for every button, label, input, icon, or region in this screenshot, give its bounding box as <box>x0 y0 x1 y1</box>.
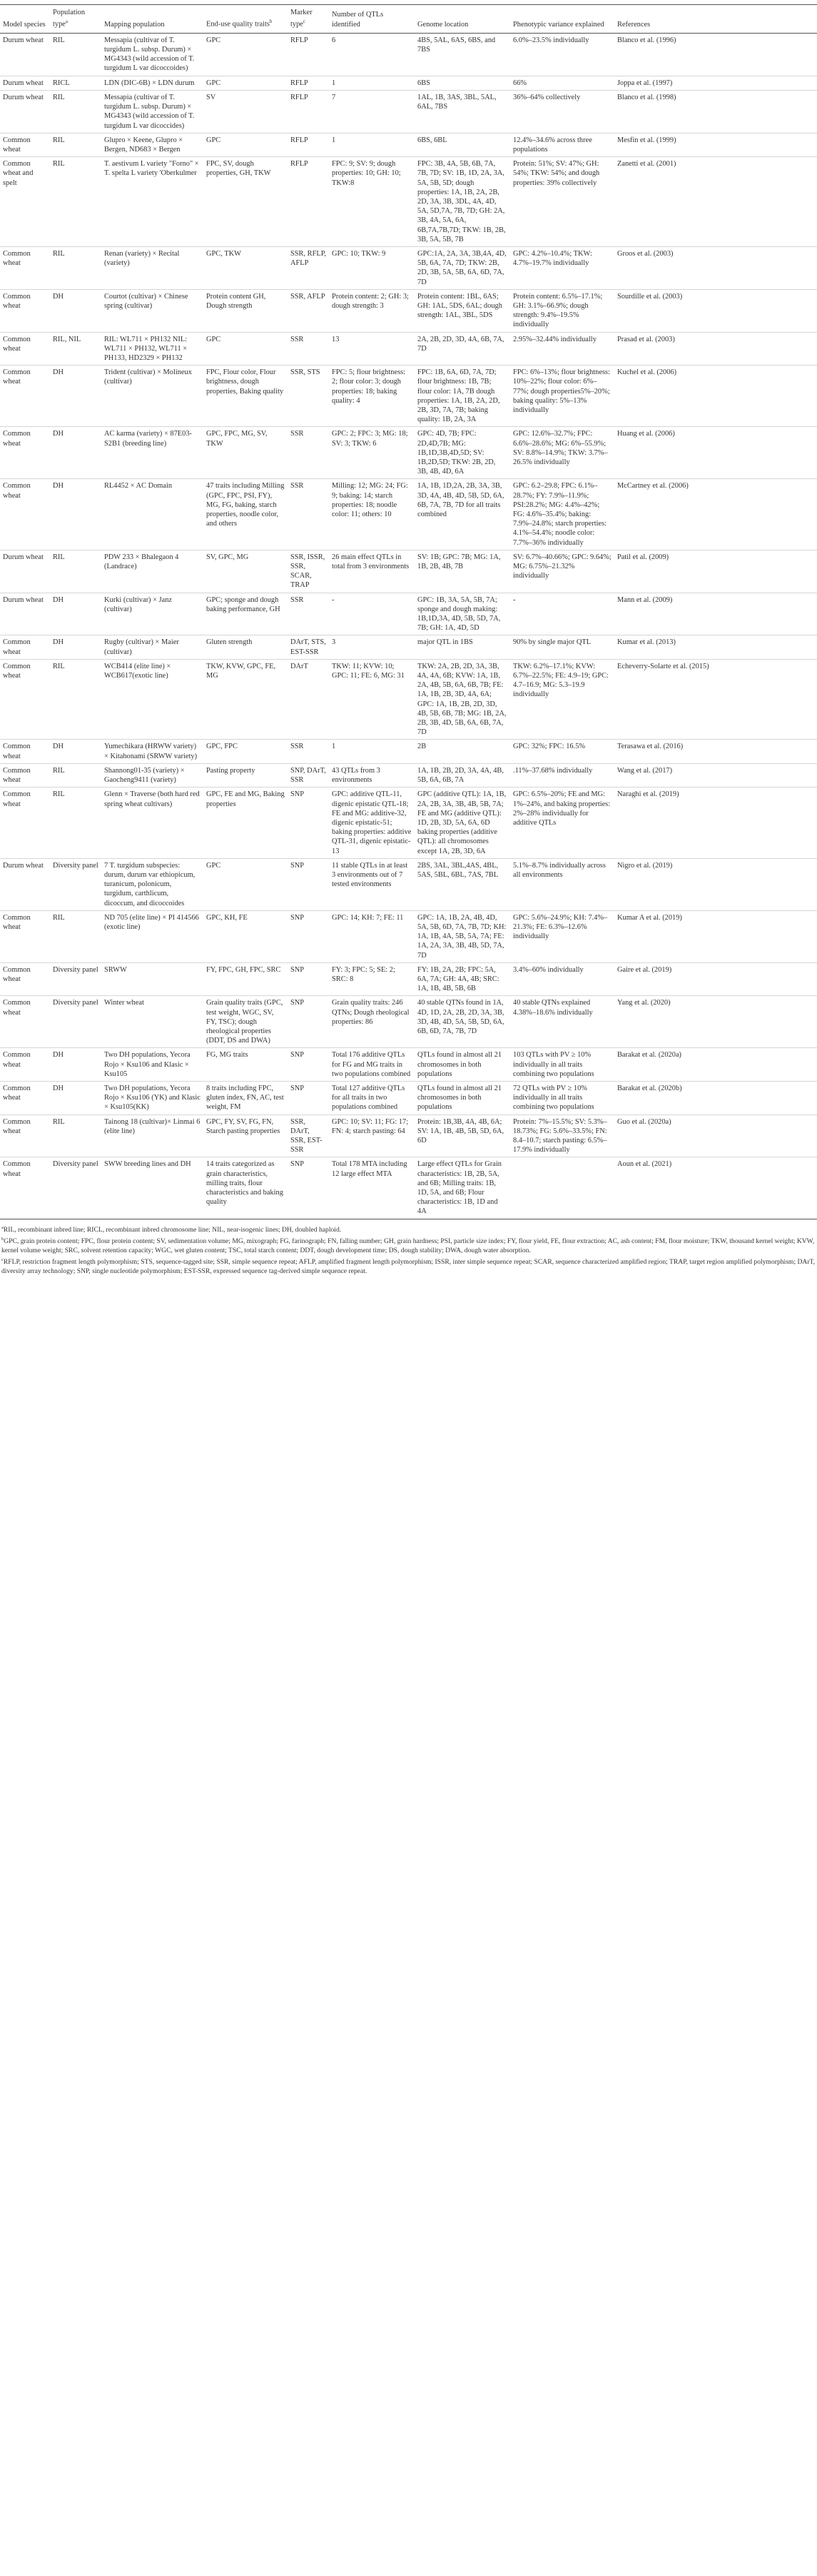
cell-references: Mesfin et al. (1999) <box>614 133 817 156</box>
cell-marker-type: SSR, ISSR, SSR, SCAR, TRAP <box>288 550 329 593</box>
cell-phenotypic-variance: 66% <box>510 76 614 90</box>
table-row <box>0 133 817 156</box>
cell-number-of-qtls: 1 <box>329 740 415 763</box>
cell-marker-type: SNP <box>288 788 329 858</box>
cell-model-species: Common wheat <box>0 1157 50 1219</box>
cell-number-of-qtls: GPC: 10; SV: 11; FG: 17; FN: 4; starch pasting: 64 <box>329 1115 415 1157</box>
cell-marker-type: SSR, DArT, SSR, EST-SSR <box>288 1115 329 1157</box>
cell-marker-type: SNP <box>288 910 329 962</box>
cell-references: Sourdille et al. (2003) <box>614 289 817 332</box>
cell-phenotypic-variance: TKW: 6.2%–17.1%; KVW: 6.7%–22.5%; FE: 4.9–19; GPC: 4.7–16.9; MG: 5.3–19.9 individually <box>510 659 614 740</box>
cell-mapping-population: Glenn × Traverse (both hard red spring wheat cultivars) <box>101 788 203 858</box>
cell-genome-location: 6BS <box>415 76 510 90</box>
cell-end-use-traits: GPC, FPC <box>203 740 288 763</box>
cell-number-of-qtls: GPC: 2; FPC: 3; MG: 18; SV: 3; TKW: 6 <box>329 427 415 479</box>
cell-end-use-traits: Grain quality traits (GPC, test weight, WGC, SV, FY, TSC); dough rheological properties (DDT, DS and DWA) <box>203 996 288 1048</box>
cell-population-type: Diversity panel <box>50 1157 101 1219</box>
cell-phenotypic-variance: GPC: 12.6%–32.7%; FPC: 6.6%–28.6%; MG: 6%–55.9%; SV: 8.8%–14.9%; TKW: 3.7%–26.5% individually <box>510 427 614 479</box>
cell-end-use-traits: 14 traits categorized as grain characteristics, milling traits, flour characteristics and baking quality <box>203 1157 288 1219</box>
cell-mapping-population: Messapia (cultivar of T. turgidum L. subsp. Durum) × MG4343 (wild accession of T. turgidum L var dicoccoides) <box>101 33 203 76</box>
cell-marker-type: SSR <box>288 332 329 366</box>
cell-marker-type: SSR <box>288 479 329 550</box>
table-row <box>0 659 817 740</box>
cell-marker-type: SNP <box>288 996 329 1048</box>
cell-model-species: Common wheat <box>0 788 50 858</box>
cell-mapping-population: RL4452 × AC Domain <box>101 479 203 550</box>
cell-population-type: RIL <box>50 763 101 787</box>
cell-population-type: RICL <box>50 76 101 90</box>
header-phenotypic-variance: Phenotypic variance explained <box>510 5 614 34</box>
cell-references: Kumar A et al. (2019) <box>614 910 817 962</box>
footnotes <box>0 1219 817 1277</box>
cell-references: McCartney et al. (2006) <box>614 479 817 550</box>
cell-population-type: DH <box>50 289 101 332</box>
cell-model-species: Common wheat <box>0 740 50 763</box>
cell-phenotypic-variance: GPC: 32%; FPC: 16.5% <box>510 740 614 763</box>
cell-end-use-traits: GPC <box>203 76 288 90</box>
cell-phenotypic-variance: Protein content: 6.5%–17.1%; GH: 3.1%–66.9%; dough strength: 9.4%–19.5% individually <box>510 289 614 332</box>
cell-number-of-qtls: - <box>329 593 415 635</box>
cell-population-type: Diversity panel <box>50 962 101 996</box>
cell-number-of-qtls: Total 176 additive QTLs for FG and MG traits in two populations combined <box>329 1048 415 1082</box>
cell-population-type: RIL <box>50 90 101 133</box>
cell-phenotypic-variance: GPC: 6.2–29.8; FPC: 6.1%–28.7%; FY: 7.9%–11.9%; PSI:28.2%; MG: 4.4%–42%; FG: 4.6%–35.4%; baking: 7.9%–24.8%; starch properties: 4.1%–54.4%; noodle color: 7.7%–36% individually <box>510 479 614 550</box>
cell-population-type: RIL <box>50 550 101 593</box>
cell-population-type: RIL <box>50 788 101 858</box>
cell-phenotypic-variance: GPC: 4.2%–10.4%; TKW: 4.7%–19.7% individually <box>510 246 614 289</box>
cell-marker-type: RFLP <box>288 133 329 156</box>
cell-marker-type: RFLP <box>288 76 329 90</box>
cell-number-of-qtls: GPC: additive QTL-11, digenic epistatic QTL-18; FE and MG: additive-32, digenic epistatic-51; baking properties: additive QTL-31, digenic epistatic-13 <box>329 788 415 858</box>
cell-genome-location: 1A, 1B, 1D,2A, 2B, 3A, 3B, 3D, 4A, 4B, 4D, 5B, 5D, 6A, 6B, 7A, 7B, 7D for all traits combined <box>415 479 510 550</box>
header-genome-location: Genome location <box>415 5 510 34</box>
header-population-type: Population type$^a$ <box>50 5 101 34</box>
cell-number-of-qtls: 1 <box>329 76 415 90</box>
table-row <box>0 246 817 289</box>
cell-number-of-qtls: TKW: 11; KVW: 10; GPC: 11; FE: 6, MG: 31 <box>329 659 415 740</box>
table-container <box>0 0 817 1276</box>
cell-end-use-traits: FY, FPC, GH, FPC, SRC <box>203 962 288 996</box>
cell-mapping-population: Shannong01-35 (variety) × Gaocheng9411 (variety) <box>101 763 203 787</box>
cell-references: Aoun et al. (2021) <box>614 1157 817 1219</box>
table-row <box>0 427 817 479</box>
cell-phenotypic-variance: GPC: 6.5%–20%; FE and MG: 1%–24%, and baking properties: 2%–28% individually for additive QTLs <box>510 788 614 858</box>
footnote-text: RIL, recombinant inbred line; RICL, recombinant inbred chromosome line; NIL, near-isogenic lines; DH, doubled haploid. <box>3 1225 342 1234</box>
cell-genome-location: 1A, 1B, 2B, 2D, 3A, 4A, 4B, 5B, 6A, 6B, 7A <box>415 763 510 787</box>
header-references: References <box>614 5 817 34</box>
cell-model-species: Common wheat <box>0 1115 50 1157</box>
cell-genome-location: SV: 1B; GPC: 7B; MG: 1A, 1B, 2B, 4B, 7B <box>415 550 510 593</box>
cell-mapping-population: Messapia (cultivar of T. turgidum L. subsp. Durum) × MG4343 (wild accession of T. turgidum L var dicoccides) <box>101 90 203 133</box>
cell-mapping-population: RIL: WL711 × PH132 NIL: WL711 × PH132, WL711 × PH133, HD2329 × PH132 <box>101 332 203 366</box>
cell-references: Joppa et al. (1997) <box>614 76 817 90</box>
cell-genome-location: GPC: 1B, 3A, 5A, 5B, 7A; sponge and dough making: 1B,1D,3A, 4D, 5B, 5D, 7A, 7B; GH: 1A, 4D, 5D <box>415 593 510 635</box>
cell-genome-location: GPC (additive QTL): 1A, 1B, 2A, 2B, 3A, 3B, 4B, 5B, 7A; FE and MG (additive QTL): 1D, 2B, 3D, 5A, 6A, 6D baking properties (additive QTL): all chromosomes except 1A, 2B, 3D, 6A <box>415 788 510 858</box>
cell-model-species: Common wheat <box>0 366 50 427</box>
cell-number-of-qtls: FPC: 5; flour brightness: 2; flour color: 3; dough properties: 18; baking quality: 4 <box>329 366 415 427</box>
cell-references: Echeverry-Solarte et al. (2015) <box>614 659 817 740</box>
cell-references: Kumar et al. (2013) <box>614 635 817 659</box>
table-row <box>0 788 817 858</box>
cell-references: Blanco et al. (1996) <box>614 33 817 76</box>
cell-population-type: DH <box>50 366 101 427</box>
table-body <box>0 33 817 1219</box>
cell-mapping-population: SWW breeding lines and DH <box>101 1157 203 1219</box>
cell-number-of-qtls: Total 127 additive QTLs for all traits in two populations combined <box>329 1081 415 1115</box>
cell-end-use-traits: GPC, FE and MG, Baking properties <box>203 788 288 858</box>
cell-references: Patil et al. (2009) <box>614 550 817 593</box>
table-row <box>0 740 817 763</box>
cell-genome-location: FPC: 3B, 4A, 5B, 6B, 7A, 7B, 7D; SV: 1B, 1D, 2A, 3A, 5A, 5B, 5D; dough properties: 1A, 1B, 2A, 2B, 2D, 3A, 3B, 3DL, 4A, 4D, 5A, 5D,7A, 7B, 7D; GH: 2A, 3B, 4A, 5A, 6A, 6B,7A,7B,7D; TKW: 1B, 2B, 3B, 5A, 5B, 7B <box>415 157 510 247</box>
cell-marker-type: SSR <box>288 593 329 635</box>
cell-phenotypic-variance: 6.0%–23.5% individually <box>510 33 614 76</box>
cell-genome-location: GPC: 4D, 7B; FPC: 2D,4D,7B; MG: 1B,1D,3B,4D,5D; SV: 1B,2D,5D; TKW: 2B, 2D, 3B, 4B, 4D, 6A <box>415 427 510 479</box>
cell-population-type: DH <box>50 427 101 479</box>
table-row <box>0 550 817 593</box>
cell-phenotypic-variance: SV: 6.7%–40.66%; GPC: 9.64%; MG: 6.75%–21.32% individually <box>510 550 614 593</box>
footnote-mark: a <box>1 1224 4 1230</box>
cell-number-of-qtls: FY: 3; FPC: 5; SE: 2; SRC: 8 <box>329 962 415 996</box>
cell-end-use-traits: TKW, KVW, GPC, FE, MG <box>203 659 288 740</box>
cell-genome-location: major QTL in 1BS <box>415 635 510 659</box>
cell-references: Guo et al. (2020a) <box>614 1115 817 1157</box>
cell-references: Barakat et al. (2020b) <box>614 1081 817 1115</box>
qtl-table <box>0 4 817 1219</box>
cell-references: Terasawa et al. (2016) <box>614 740 817 763</box>
cell-phenotypic-variance: FPC: 6%–13%; flour brightness: 10%–22%; flour color: 6%–77%; dough properties5%–20%; baking quality: 5%–13% individually <box>510 366 614 427</box>
cell-mapping-population: Rugby (cultivar) × Maier (cultivar) <box>101 635 203 659</box>
cell-genome-location: Protein content: 1BL, 6AS; GH: 1AL, 5DS, 6AL; dough strength: 1AL, 3BL, 5DS <box>415 289 510 332</box>
cell-genome-location: 1AL, 1B, 3AS, 3BL, 5AL, 6AL, 7BS <box>415 90 510 133</box>
cell-marker-type: DArT <box>288 659 329 740</box>
cell-references: Kuchel et al. (2006) <box>614 366 817 427</box>
header-marker-type: Marker type$^c$ <box>288 5 329 34</box>
cell-model-species: Common wheat <box>0 289 50 332</box>
cell-mapping-population: Two DH populations, Yecora Rojo × Ksu106 (YK) and Klasic × Ksu105(KK) <box>101 1081 203 1115</box>
cell-mapping-population: Two DH populations, Yecora Rojo × Ksu106 and Klasic × Ksu105 <box>101 1048 203 1082</box>
cell-number-of-qtls: 26 main effect QTLs in total from 3 environments <box>329 550 415 593</box>
cell-references: Mann et al. (2009) <box>614 593 817 635</box>
cell-population-type: DH <box>50 593 101 635</box>
cell-model-species: Common wheat <box>0 133 50 156</box>
table-row <box>0 90 817 133</box>
cell-model-species: Common wheat <box>0 996 50 1048</box>
cell-mapping-population: SRWW <box>101 962 203 996</box>
cell-model-species: Common wheat and spelt <box>0 157 50 247</box>
table-row <box>0 962 817 996</box>
cell-number-of-qtls: Total 178 MTA including 12 large effect MTA <box>329 1157 415 1219</box>
table-row <box>0 1048 817 1082</box>
cell-model-species: Common wheat <box>0 1081 50 1115</box>
cell-number-of-qtls: FPC: 9; SV: 9; dough properties: 10; GH: 10; TKW:8 <box>329 157 415 247</box>
cell-population-type: DH <box>50 479 101 550</box>
cell-population-type: RIL <box>50 910 101 962</box>
table-row <box>0 76 817 90</box>
cell-end-use-traits: GPC <box>203 33 288 76</box>
table-row <box>0 157 817 247</box>
cell-genome-location: 2A, 2B, 2D, 3D, 4A, 6B, 7A, 7D <box>415 332 510 366</box>
cell-number-of-qtls: 1 <box>329 133 415 156</box>
cell-population-type: RIL <box>50 133 101 156</box>
footnote <box>1 1256 816 1276</box>
cell-marker-type: RFLP <box>288 33 329 76</box>
cell-number-of-qtls: 43 QTLs from 3 environments <box>329 763 415 787</box>
cell-population-type: RIL <box>50 659 101 740</box>
cell-mapping-population: Tainong 18 (cultivar)× Linmai 6 (elite line) <box>101 1115 203 1157</box>
cell-mapping-population: T. aestivum L variety "Forno" × T. spelta L variety 'Oberkulmer <box>101 157 203 247</box>
cell-genome-location: TKW: 2A, 2B, 2D, 3A, 3B, 4A, 4A, 6B; KVW: 1A, 1B, 2A, 4B, 5B, 6A, 6B, 7B; FE: 1A, 1B, 2B, 3D, 4A, 6A; GPC: 1A, 1B, 2B, 2D, 3D, 4B, 5B, 6B, 7B; MG: 1B, 2A, 2B, 3B, 4D, 5B, 6A, 6B, 7A, 7D <box>415 659 510 740</box>
cell-number-of-qtls: 7 <box>329 90 415 133</box>
cell-mapping-population: Trident (cultivar) × Molineux (cultivar) <box>101 366 203 427</box>
cell-number-of-qtls: Milling: 12; MG: 24; FG: 9; baking: 14; starch properties: 18; noodle color: 11; others: 10 <box>329 479 415 550</box>
cell-model-species: Common wheat <box>0 962 50 996</box>
cell-genome-location: Large effect QTLs for Grain characteristics: 1B, 2B, 5A, and 6B; Milling traits: 1B, 1D, 5A, and 6B; Flour characteristics: 1B, 1D and 4A <box>415 1157 510 1219</box>
table-row <box>0 1081 817 1115</box>
cell-end-use-traits: GPC <box>203 332 288 366</box>
header-end-use-traits: End-use quality traits$^b$ <box>203 5 288 34</box>
footnote <box>1 1224 816 1235</box>
cell-mapping-population: Renan (variety) × Recital (variety) <box>101 246 203 289</box>
cell-phenotypic-variance: 36%–64% collectively <box>510 90 614 133</box>
cell-model-species: Durum wheat <box>0 90 50 133</box>
cell-phenotypic-variance: 2.95%–32.44% individually <box>510 332 614 366</box>
cell-phenotypic-variance: .11%–37.68% individually <box>510 763 614 787</box>
table-row <box>0 289 817 332</box>
table-header <box>0 5 817 34</box>
cell-end-use-traits: SV, GPC, MG <box>203 550 288 593</box>
cell-end-use-traits: GPC, FPC, MG, SV, TKW <box>203 427 288 479</box>
cell-phenotypic-variance: 72 QTLs with PV ≥ 10% individually in all traits combining two populations <box>510 1081 614 1115</box>
cell-phenotypic-variance: 3.4%–60% individually <box>510 962 614 996</box>
cell-marker-type: SSR, RFLP, AFLP <box>288 246 329 289</box>
cell-marker-type: SNP <box>288 962 329 996</box>
cell-references: Yang et al. (2020) <box>614 996 817 1048</box>
cell-genome-location: QTLs found in almost all 21 chromosomes in both populations <box>415 1081 510 1115</box>
table-row <box>0 910 817 962</box>
cell-model-species: Common wheat <box>0 635 50 659</box>
cell-marker-type: SNP <box>288 1048 329 1082</box>
table-row <box>0 33 817 76</box>
cell-population-type: RIL <box>50 246 101 289</box>
cell-model-species: Common wheat <box>0 479 50 550</box>
cell-number-of-qtls: GPC: 10; TKW: 9 <box>329 246 415 289</box>
cell-marker-type: SSR <box>288 427 329 479</box>
cell-end-use-traits: GPC; sponge and dough baking performance, GH <box>203 593 288 635</box>
table-row <box>0 479 817 550</box>
cell-references: Zanetti et al. (2001) <box>614 157 817 247</box>
footnote-text: RFLP, restriction fragment length polymorphism; STS, sequence-tagged site; SSR, simple sequence repeat; AFLP, amplified fragment length polymorphism; ISSR, inter simple sequence repeat; SCAR, sequence characterized amplified region; TRAP, target region amplified polymorphism; DArT, diversity array technology; SNP, single nucleotide polymorphism; EST-SSR, expressed sequence tag-derived simple sequence repeat. <box>1 1258 816 1275</box>
cell-references: Blanco et al. (1998) <box>614 90 817 133</box>
cell-genome-location: GPC:1A, 2A, 3A, 3B,4A, 4D, 5B, 6A, 7A, 7D; TKW: 2B, 2D, 3B, 5A, 5B, 6A, 6D, 7A, 7D <box>415 246 510 289</box>
cell-end-use-traits: GPC, TKW <box>203 246 288 289</box>
cell-phenotypic-variance: 5.1%–8.7% individually across all environments <box>510 858 614 910</box>
footnote <box>1 1235 816 1255</box>
cell-references: Groos et al. (2003) <box>614 246 817 289</box>
cell-references: Nigro et al. (2019) <box>614 858 817 910</box>
cell-marker-type: RFLP <box>288 90 329 133</box>
cell-references: Gaire et al. (2019) <box>614 962 817 996</box>
cell-phenotypic-variance: 103 QTLs with PV ≥ 10% individually in all traits combining two populations <box>510 1048 614 1082</box>
cell-genome-location: FPC: 1B, 6A, 6D, 7A, 7D; flour brightness: 1B, 7B; flour color: 1A, 7B dough properties: 1A, 1B, 2A, 2D, 2B, 3D, 7A, 7B; baking quality: 1B, 2A, 3A <box>415 366 510 427</box>
cell-end-use-traits: 8 traits including FPC, gluten index, FN, AC, test weight, FM <box>203 1081 288 1115</box>
cell-phenotypic-variance: 12.4%–34.6% across three populations <box>510 133 614 156</box>
cell-mapping-population: Winter wheat <box>101 996 203 1048</box>
cell-genome-location: GPC: 1A, 1B, 2A, 4B, 4D, 5A, 5B, 6D, 7A, 7B, 7D; KH: 1A, 1B, 4A, 5B, 5A, 7A; FE: 1A, 2A, 3A, 3B, 4B, 5D, 7A, 7D <box>415 910 510 962</box>
cell-mapping-population: Courtot (cultivar) × Chinese spring (cultivar) <box>101 289 203 332</box>
cell-number-of-qtls: 11 stable QTLs in at least 3 environments out of 7 tested environments <box>329 858 415 910</box>
cell-number-of-qtls: 3 <box>329 635 415 659</box>
cell-number-of-qtls: 6 <box>329 33 415 76</box>
cell-population-type: DH <box>50 740 101 763</box>
cell-genome-location: 2BS, 3AL, 3BL,4AS, 4BL, 5AS, 5BL, 6BL, 7AS, 7BL <box>415 858 510 910</box>
cell-marker-type: DArT, STS, EST-SSR <box>288 635 329 659</box>
header-number-of-qtls: Number of QTLs identified <box>329 5 415 34</box>
cell-phenotypic-variance: 90% by single major QTL <box>510 635 614 659</box>
cell-model-species: Common wheat <box>0 763 50 787</box>
cell-genome-location: 6BS, 6BL <box>415 133 510 156</box>
table-row <box>0 332 817 366</box>
cell-end-use-traits: GPC, KH, FE <box>203 910 288 962</box>
cell-mapping-population: Yumechikara (HRWW variety) × Kitahonami (SRWW variety) <box>101 740 203 763</box>
cell-phenotypic-variance: GPC: 5.6%–24.9%; KH: 7.4%–21.3%; FE: 6.3%–12.6% individually <box>510 910 614 962</box>
cell-mapping-population: LDN (DIC-6B) × LDN durum <box>101 76 203 90</box>
cell-end-use-traits: Pasting property <box>203 763 288 787</box>
cell-end-use-traits: SV <box>203 90 288 133</box>
cell-end-use-traits: GPC <box>203 133 288 156</box>
cell-model-species: Common wheat <box>0 659 50 740</box>
cell-mapping-population: Glupro × Keene, Glupro × Bergen, ND683 × Bergen <box>101 133 203 156</box>
cell-references: Naraghi et al. (2019) <box>614 788 817 858</box>
cell-population-type: RIL <box>50 157 101 247</box>
cell-marker-type: SSR, STS <box>288 366 329 427</box>
cell-end-use-traits: Protein content GH, Dough strength <box>203 289 288 332</box>
table-row <box>0 996 817 1048</box>
cell-phenotypic-variance: Protein: 51%; SV: 47%; GH: 54%; TKW: 54%; and dough properties: 39% collectively <box>510 157 614 247</box>
cell-population-type: RIL, NIL <box>50 332 101 366</box>
cell-phenotypic-variance: Protein: 7%–15.5%; SV: 5.3%–18.73%; FG: 5.6%–33.5%; FN: 8.4–10.7; starch pasting: 6.5%–17.9% individually <box>510 1115 614 1157</box>
cell-marker-type: SSR, AFLP <box>288 289 329 332</box>
cell-end-use-traits: 47 traits including Milling (GPC, FPC, PSI, FY), MG, FG, baking, starch properties, noodle color, and others <box>203 479 288 550</box>
cell-end-use-traits: Gluten strength <box>203 635 288 659</box>
header-mapping-population: Mapping population <box>101 5 203 34</box>
cell-population-type: DH <box>50 1081 101 1115</box>
table-row <box>0 366 817 427</box>
cell-references: Prasad et al. (2003) <box>614 332 817 366</box>
cell-references: Wang et al. (2017) <box>614 763 817 787</box>
cell-end-use-traits: FPC, SV, dough properties, GH, TKW <box>203 157 288 247</box>
cell-genome-location: 4BS, 5AL, 6AS, 6BS, and 7BS <box>415 33 510 76</box>
cell-genome-location: 2B <box>415 740 510 763</box>
cell-model-species: Common wheat <box>0 1048 50 1082</box>
cell-phenotypic-variance: - <box>510 593 614 635</box>
cell-references: Barakat et al. (2020a) <box>614 1048 817 1082</box>
cell-genome-location: FY: 1B, 2A, 2B; FPC: 5A, 6A, 7A; GH: 4A, 4B; SRC: 1A, 1B, 4B, 5B, 6B <box>415 962 510 996</box>
table-row <box>0 858 817 910</box>
cell-model-species: Durum wheat <box>0 550 50 593</box>
cell-model-species: Common wheat <box>0 332 50 366</box>
cell-population-type: DH <box>50 635 101 659</box>
cell-end-use-traits: FPC, Flour color, Flour brightness, dough properties, Baking quality <box>203 366 288 427</box>
cell-marker-type: SSR <box>288 740 329 763</box>
table-row <box>0 1115 817 1157</box>
cell-number-of-qtls: Grain quality traits: 246 QTNs; Dough rheological properties: 86 <box>329 996 415 1048</box>
table-row <box>0 635 817 659</box>
cell-model-species: Durum wheat <box>0 33 50 76</box>
cell-model-species: Durum wheat <box>0 593 50 635</box>
cell-phenotypic-variance <box>510 1157 614 1219</box>
cell-number-of-qtls: GPC: 14; KH: 7; FE: 11 <box>329 910 415 962</box>
footnote-text: GPC, grain protein content; FPC, flour protein content; SV, sedimentation volume; MG, mixograph; FG, farinograph; FN, falling number; GH, grain hardness; PSI, particle size index; FY, flour yield, FE, flour extraction; AC, ash content; FM, flour moisture; TKW, thousand kernel weight; KVW, kernel volume weight; SRC, solvent retention capacity; WGC, wet gluten content; TSC, total starch content; DDT, dough development time; DS, dough stability; DWA, dough water absorption. <box>1 1237 815 1254</box>
cell-genome-location: QTLs found in almost all 21 chromosomes in both populations <box>415 1048 510 1082</box>
table-row <box>0 593 817 635</box>
cell-marker-type: SNP, DArT, SSR <box>288 763 329 787</box>
cell-end-use-traits: FG, MG traits <box>203 1048 288 1082</box>
footnote-mark: c <box>1 1257 4 1263</box>
cell-population-type: Diversity panel <box>50 996 101 1048</box>
header-model-species: Model species <box>0 5 50 34</box>
cell-mapping-population: AC karma (variety) × 87E03-S2B1 (breeding line) <box>101 427 203 479</box>
footnote-mark: b <box>1 1237 4 1242</box>
cell-end-use-traits: GPC, FY, SV, FG, FN, Starch pasting properties <box>203 1115 288 1157</box>
cell-model-species: Common wheat <box>0 427 50 479</box>
cell-population-type: RIL <box>50 33 101 76</box>
cell-mapping-population: 7 T. turgidum subspecies: durum, durum var ethiopicum, turanicum, polonicum, turgidum, carthlicum, dicoccum, and dicoccoides <box>101 858 203 910</box>
table-row <box>0 763 817 787</box>
cell-population-type: Diversity panel <box>50 858 101 910</box>
cell-model-species: Common wheat <box>0 910 50 962</box>
table-row <box>0 1157 817 1219</box>
cell-model-species: Durum wheat <box>0 76 50 90</box>
cell-mapping-population: WCB414 (elite line) × WCB617(exotic line) <box>101 659 203 740</box>
cell-marker-type: SNP <box>288 1157 329 1219</box>
cell-end-use-traits: GPC <box>203 858 288 910</box>
cell-model-species: Common wheat <box>0 246 50 289</box>
cell-number-of-qtls: Protein content: 2; GH: 3; dough strength: 3 <box>329 289 415 332</box>
cell-references: Huang et al. (2006) <box>614 427 817 479</box>
cell-model-species: Durum wheat <box>0 858 50 910</box>
cell-mapping-population: Kurki (cultivar) × Janz (cultivar) <box>101 593 203 635</box>
cell-population-type: DH <box>50 1048 101 1082</box>
cell-genome-location: 40 stable QTNs found in 1A, 4D, 1D, 2A, 2B, 2D, 3A, 3B, 3D, 4B, 4D, 5A, 5B, 5D, 6A, 6B, 6D, 7A, 7B, 7D <box>415 996 510 1048</box>
cell-number-of-qtls: 13 <box>329 332 415 366</box>
cell-genome-location: Protein: 1B,3B, 4A, 4B, 6A; SV: 1A, 1B, 4B, 5B, 5D, 6A, 6D <box>415 1115 510 1157</box>
cell-marker-type: SNP <box>288 858 329 910</box>
cell-marker-type: RFLP <box>288 157 329 247</box>
cell-phenotypic-variance: 40 stable QTNs explained 4.38%–18.6% individually <box>510 996 614 1048</box>
cell-mapping-population: ND 705 (elite line) × PI 414566 (exotic line) <box>101 910 203 962</box>
cell-population-type: RIL <box>50 1115 101 1157</box>
cell-mapping-population: PDW 233 × Bhalegaon 4 (Landrace) <box>101 550 203 593</box>
cell-marker-type: SNP <box>288 1081 329 1115</box>
